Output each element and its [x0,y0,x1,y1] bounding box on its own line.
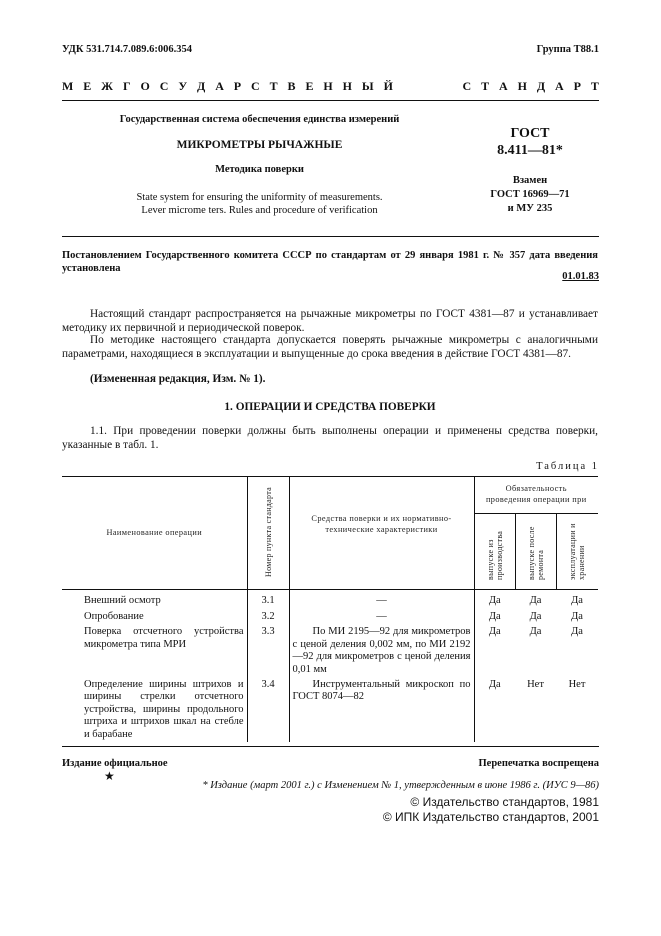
amendment-note: (Измененная редакция, Изм. № 1). [90,373,266,385]
intro-paragraph-2: По методике настоящего стандарта допускается поверять рычажные микрометры с аналогичными параметрами, находящиеся в эксплуатации и выпущенные до срока введения в действие ГОСТ 4381—87. [62,334,598,360]
header-use: эксплуатации и хранении [556,514,598,590]
section-paragraph: 1.1. При проведении поверки должны быть выполнены операции и применены средства поверки, указанные в табл. 1. [62,425,598,451]
header-release: выпуске из производства [474,514,515,590]
system-name: Государственная система обеспечения единства измерений [119,114,400,125]
decree-date: 01.01.83 [562,271,599,282]
header-means: Средства поверки и их нормативно-технические характеристики [289,477,474,590]
header-rule [62,100,599,101]
group-code: Группа Т88.1 [536,44,599,55]
table-row: Поверка отсчетного устройства микрометра типа МРИ 3.3 По МИ 2195—92 для микрометров с ценой деления 0,002 мм, по МИ 2192—92 для микрометров с ценой деления 0,01 мм Да Да Да [62,623,598,676]
table-row: Опробование 3.2 — Да Да Да [62,608,598,624]
gost-label: ГОСТ [510,126,550,141]
english-title-1: State system for ensuring the uniformity of measurements. [136,192,383,203]
header-operation: Наименование операции [106,527,203,537]
footer-rule [62,746,599,747]
document-title: МИКРОМЕТРЫ РЫЧАЖНЫЕ [176,139,343,151]
table-caption: Таблица 1 [536,461,599,472]
copyright-1981: © Издательство стандартов, 1981 [410,795,599,809]
header-number: Номер пункта стандарта [247,477,289,590]
copyright-2001: © ИПК Издательство стандартов, 2001 [382,810,599,824]
operations-table [62,476,598,742]
official-edition: Издание официальное [62,758,168,769]
document-subtitle: Методика поверки [215,164,304,175]
table-row: Внешний осмотр 3.1 — Да Да Да [62,589,598,608]
star-icon: ★ [104,769,115,783]
reprint-notice: Перепечатка воспрещена [478,758,599,769]
intro-paragraph-1: Настоящий стандарт распространяется на рычажные микрометры по ГОСТ 4381—87 и устанавливает методику их первичной и периодической поверок. [62,308,598,334]
decree-text: Постановлением Государственного комитета СССР по стандартам от 29 января 1981 г. № 357 дата введения установлена [62,250,598,274]
table-row: Определение ширины штрихов и ширины стрелки отсчетного устройства, ширины продольного штриха и штрихов шкал на стебле и барабане 3.4 Инструментальный микроскоп по ГОСТ 8074—82 Да Нет Нет [84,678,586,740]
replaces-mu: и МУ 235 [507,203,553,214]
udk-code: УДК 531.714.7.089.6:006.354 [62,44,192,55]
gost-number: 8.411—81* [497,143,563,158]
edition-note: * Издание (март 2001 г.) с Изменением № 1, утвержденным в июне 1986 г. (ИУС 9—86) [202,780,599,791]
header-repair: выпуске после ремонта [515,514,556,590]
standard-type-heading: М Е Ж Г О С У Д А Р С Т В Е Н Н Ы Й С Т А Н Д А Р Т [62,79,599,93]
title-rule [62,236,599,237]
section-heading: 1. ОПЕРАЦИИ И СРЕДСТВА ПОВЕРКИ [224,401,436,413]
header-mandatory: Обязательность проведения операции при [474,477,598,514]
replaces-gost: ГОСТ 16969—71 [490,189,570,200]
replaces-label: Взамен [512,175,548,186]
english-title-2: Lever microme ters. Rules and procedure of verification [141,205,378,216]
